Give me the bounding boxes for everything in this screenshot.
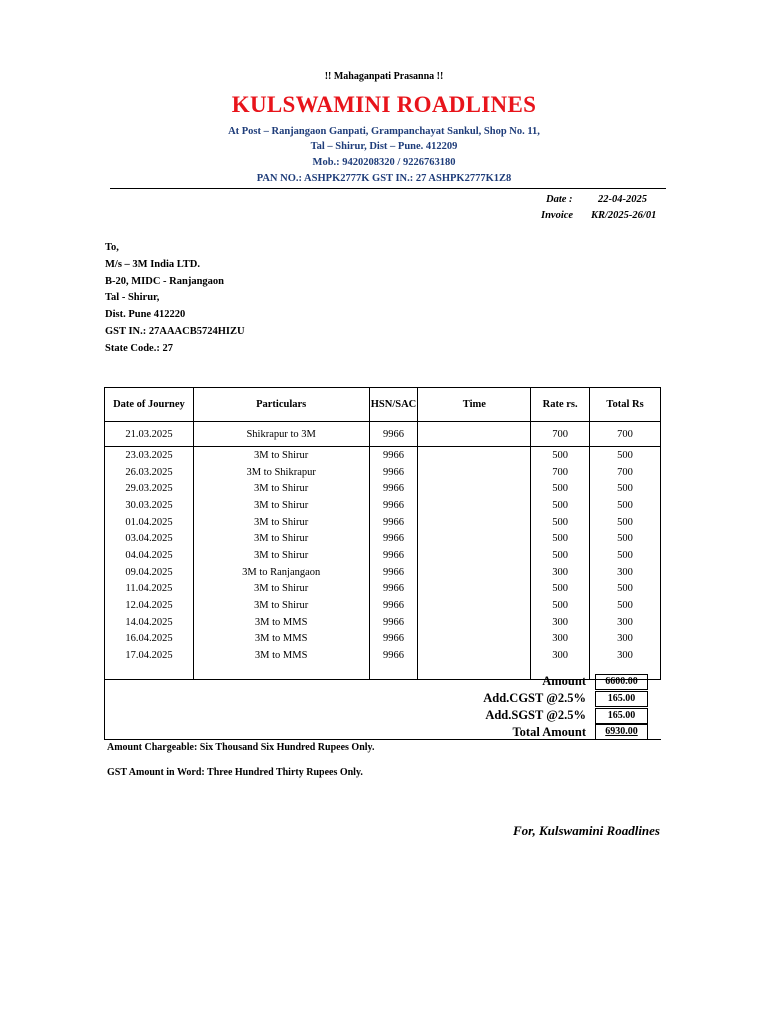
cell-hsn: 9966 (369, 464, 418, 481)
cell-total: 500 (590, 530, 661, 547)
cell-date: 29.03.2025 (105, 480, 194, 497)
table-header-row (105, 388, 661, 422)
table-row (105, 614, 661, 631)
cell-date: 04.04.2025 (105, 547, 194, 564)
table-row (105, 631, 661, 648)
cell-time (418, 422, 531, 447)
cell-particulars: 3M to Shirur (193, 547, 369, 564)
cell-time (418, 480, 531, 497)
cell-rate: 300 (531, 564, 590, 581)
cell-rate: 500 (531, 514, 590, 531)
total-amount-label: Total Amount (512, 725, 586, 739)
cell-rate: 500 (531, 447, 590, 464)
cell-total: 500 (590, 547, 661, 564)
recipient-to: To, (105, 242, 119, 253)
cell-time (418, 647, 531, 664)
cell-particulars: 3M to MMS (193, 631, 369, 648)
header-rate: Rate rs. (531, 388, 590, 422)
cell-total: 700 (590, 464, 661, 481)
table-row (105, 447, 661, 464)
table-row (105, 480, 661, 497)
invoice-number: KR/2025-26/01 (591, 210, 657, 221)
cell-particulars: 3M to Shikrapur (193, 464, 369, 481)
cell-rate: 500 (531, 530, 590, 547)
cell-hsn: 9966 (369, 631, 418, 648)
cell-hsn: 9966 (369, 564, 418, 581)
cell-total: 700 (590, 422, 661, 447)
address-line-1: At Post – Ranjangaon Ganpati, Grampanchayat Sankul, Shop No. 11, (228, 126, 540, 137)
cell-rate: 300 (531, 614, 590, 631)
cell-particulars: 3M to MMS (193, 647, 369, 664)
cell-date: 26.03.2025 (105, 464, 194, 481)
table-row (105, 647, 661, 664)
recipient-name: M/s – 3M India LTD. (105, 258, 201, 270)
cell-date: 09.04.2025 (105, 564, 194, 581)
cell-date: 11.04.2025 (105, 581, 194, 598)
amount-chargeable-words: Amount Chargeable: Six Thousand Six Hundred Rupees Only. (107, 742, 375, 753)
cell-hsn: 9966 (369, 614, 418, 631)
cell-particulars: 3M to Shirur (193, 597, 369, 614)
cell-particulars: Shikrapur to 3M (193, 422, 369, 447)
header-total: Total Rs (590, 388, 661, 422)
cell-particulars: 3M to MMS (193, 614, 369, 631)
cell-total: 500 (590, 597, 661, 614)
address-line-2: Tal – Shirur, Dist – Pune. 412209 (310, 141, 458, 152)
company-name: KULSWAMINI ROADLINES (231, 92, 537, 117)
cell-total: 300 (590, 614, 661, 631)
cell-hsn: 9966 (369, 581, 418, 598)
recipient-gst: GST IN.: 27AAACB5724HIZU (105, 325, 245, 337)
cell-hsn: 9966 (369, 647, 418, 664)
cell-time (418, 547, 531, 564)
cell-total: 500 (590, 497, 661, 514)
amount-value: 6600.00 (595, 674, 648, 690)
cell-rate: 500 (531, 581, 590, 598)
cell-date: 17.04.2025 (105, 647, 194, 664)
cell-date: 03.04.2025 (105, 530, 194, 547)
cell-hsn: 9966 (369, 497, 418, 514)
cell-particulars: 3M to Shirur (193, 514, 369, 531)
invoice-label: Invoice (541, 210, 574, 221)
amount-label: Amount (542, 674, 586, 688)
header-hsn-sac: HSN/SAC (369, 388, 418, 422)
cell-hsn: 9966 (369, 514, 418, 531)
table-row (105, 497, 661, 514)
recipient-address-3: Dist. Pune 412220 (105, 309, 186, 321)
cell-total: 300 (590, 564, 661, 581)
date-label: Date : (546, 194, 573, 205)
header-divider (110, 188, 666, 189)
gst-amount-words: GST Amount in Word: Three Hundred Thirty Rupees Only. (107, 767, 363, 778)
table-row (105, 464, 661, 481)
cell-total: 500 (590, 447, 661, 464)
cell-date: 21.03.2025 (105, 422, 194, 447)
date-value: 22-04-2025 (598, 194, 647, 205)
table-row (105, 514, 661, 531)
blessing-text: !! Mahaganpati Prasanna !! (324, 71, 444, 82)
cell-particulars: 3M to Ranjangaon (193, 564, 369, 581)
cell-time (418, 631, 531, 648)
cgst-value: 165.00 (595, 691, 648, 707)
total-amount-value: 6930.00 (595, 724, 648, 740)
cell-rate: 500 (531, 547, 590, 564)
cell-date: 14.04.2025 (105, 614, 194, 631)
cell-time (418, 514, 531, 531)
cell-total: 500 (590, 581, 661, 598)
cell-rate: 300 (531, 647, 590, 664)
cell-hsn: 9966 (369, 480, 418, 497)
cell-particulars: 3M to Shirur (193, 581, 369, 598)
table-row (105, 422, 661, 447)
cell-time (418, 530, 531, 547)
recipient-block (105, 240, 245, 358)
header-particulars: Particulars (193, 388, 369, 422)
header-time: Time (418, 388, 531, 422)
cell-total: 500 (590, 514, 661, 531)
cgst-label: Add.CGST @2.5% (483, 691, 586, 705)
table-row (105, 597, 661, 614)
cell-date: 16.04.2025 (105, 631, 194, 648)
cell-total: 500 (590, 480, 661, 497)
cell-time (418, 597, 531, 614)
table-row (105, 581, 661, 598)
cell-total: 300 (590, 631, 661, 648)
signature-line: For, Kulswamini Roadlines (512, 823, 660, 838)
recipient-address-1: B-20, MIDC - Ranjangaon (105, 275, 225, 287)
cell-hsn: 9966 (369, 447, 418, 464)
cell-hsn: 9966 (369, 547, 418, 564)
cell-time (418, 464, 531, 481)
header-date-of-journey: Date of Journey (105, 388, 194, 422)
cell-rate: 700 (531, 464, 590, 481)
cell-date: 23.03.2025 (105, 447, 194, 464)
cell-total: 300 (590, 647, 661, 664)
cell-rate: 700 (531, 422, 590, 447)
cell-hsn: 9966 (369, 530, 418, 547)
cell-rate: 300 (531, 631, 590, 648)
cell-time (418, 614, 531, 631)
recipient-address-2: Tal - Shirur, (105, 292, 160, 304)
cell-hsn: 9966 (369, 422, 418, 447)
cell-date: 30.03.2025 (105, 497, 194, 514)
cell-particulars: 3M to Shirur (193, 447, 369, 464)
sgst-label: Add.SGST @2.5% (485, 708, 586, 722)
cell-rate: 500 (531, 597, 590, 614)
cell-date: 12.04.2025 (105, 597, 194, 614)
cell-time (418, 581, 531, 598)
cell-hsn: 9966 (369, 597, 418, 614)
table-row (105, 564, 661, 581)
totals-block (104, 673, 661, 740)
cell-particulars: 3M to Shirur (193, 497, 369, 514)
table-row (105, 530, 661, 547)
sgst-value: 165.00 (595, 708, 648, 724)
cell-particulars: 3M to Shirur (193, 530, 369, 547)
pan-gst-line: PAN NO.: ASHPK2777K GST IN.: 27 ASHPK2777K1Z8 (256, 173, 512, 184)
recipient-state-code: State Code.: 27 (105, 342, 173, 354)
cell-time (418, 497, 531, 514)
items-table (104, 387, 661, 680)
cell-particulars: 3M to Shirur (193, 480, 369, 497)
cell-date: 01.04.2025 (105, 514, 194, 531)
cell-time (418, 447, 531, 464)
cell-rate: 500 (531, 480, 590, 497)
cell-time (418, 564, 531, 581)
mobile-numbers: Mob.: 9420208320 / 9226763180 (312, 157, 456, 168)
cell-rate: 500 (531, 497, 590, 514)
table-row (105, 547, 661, 564)
